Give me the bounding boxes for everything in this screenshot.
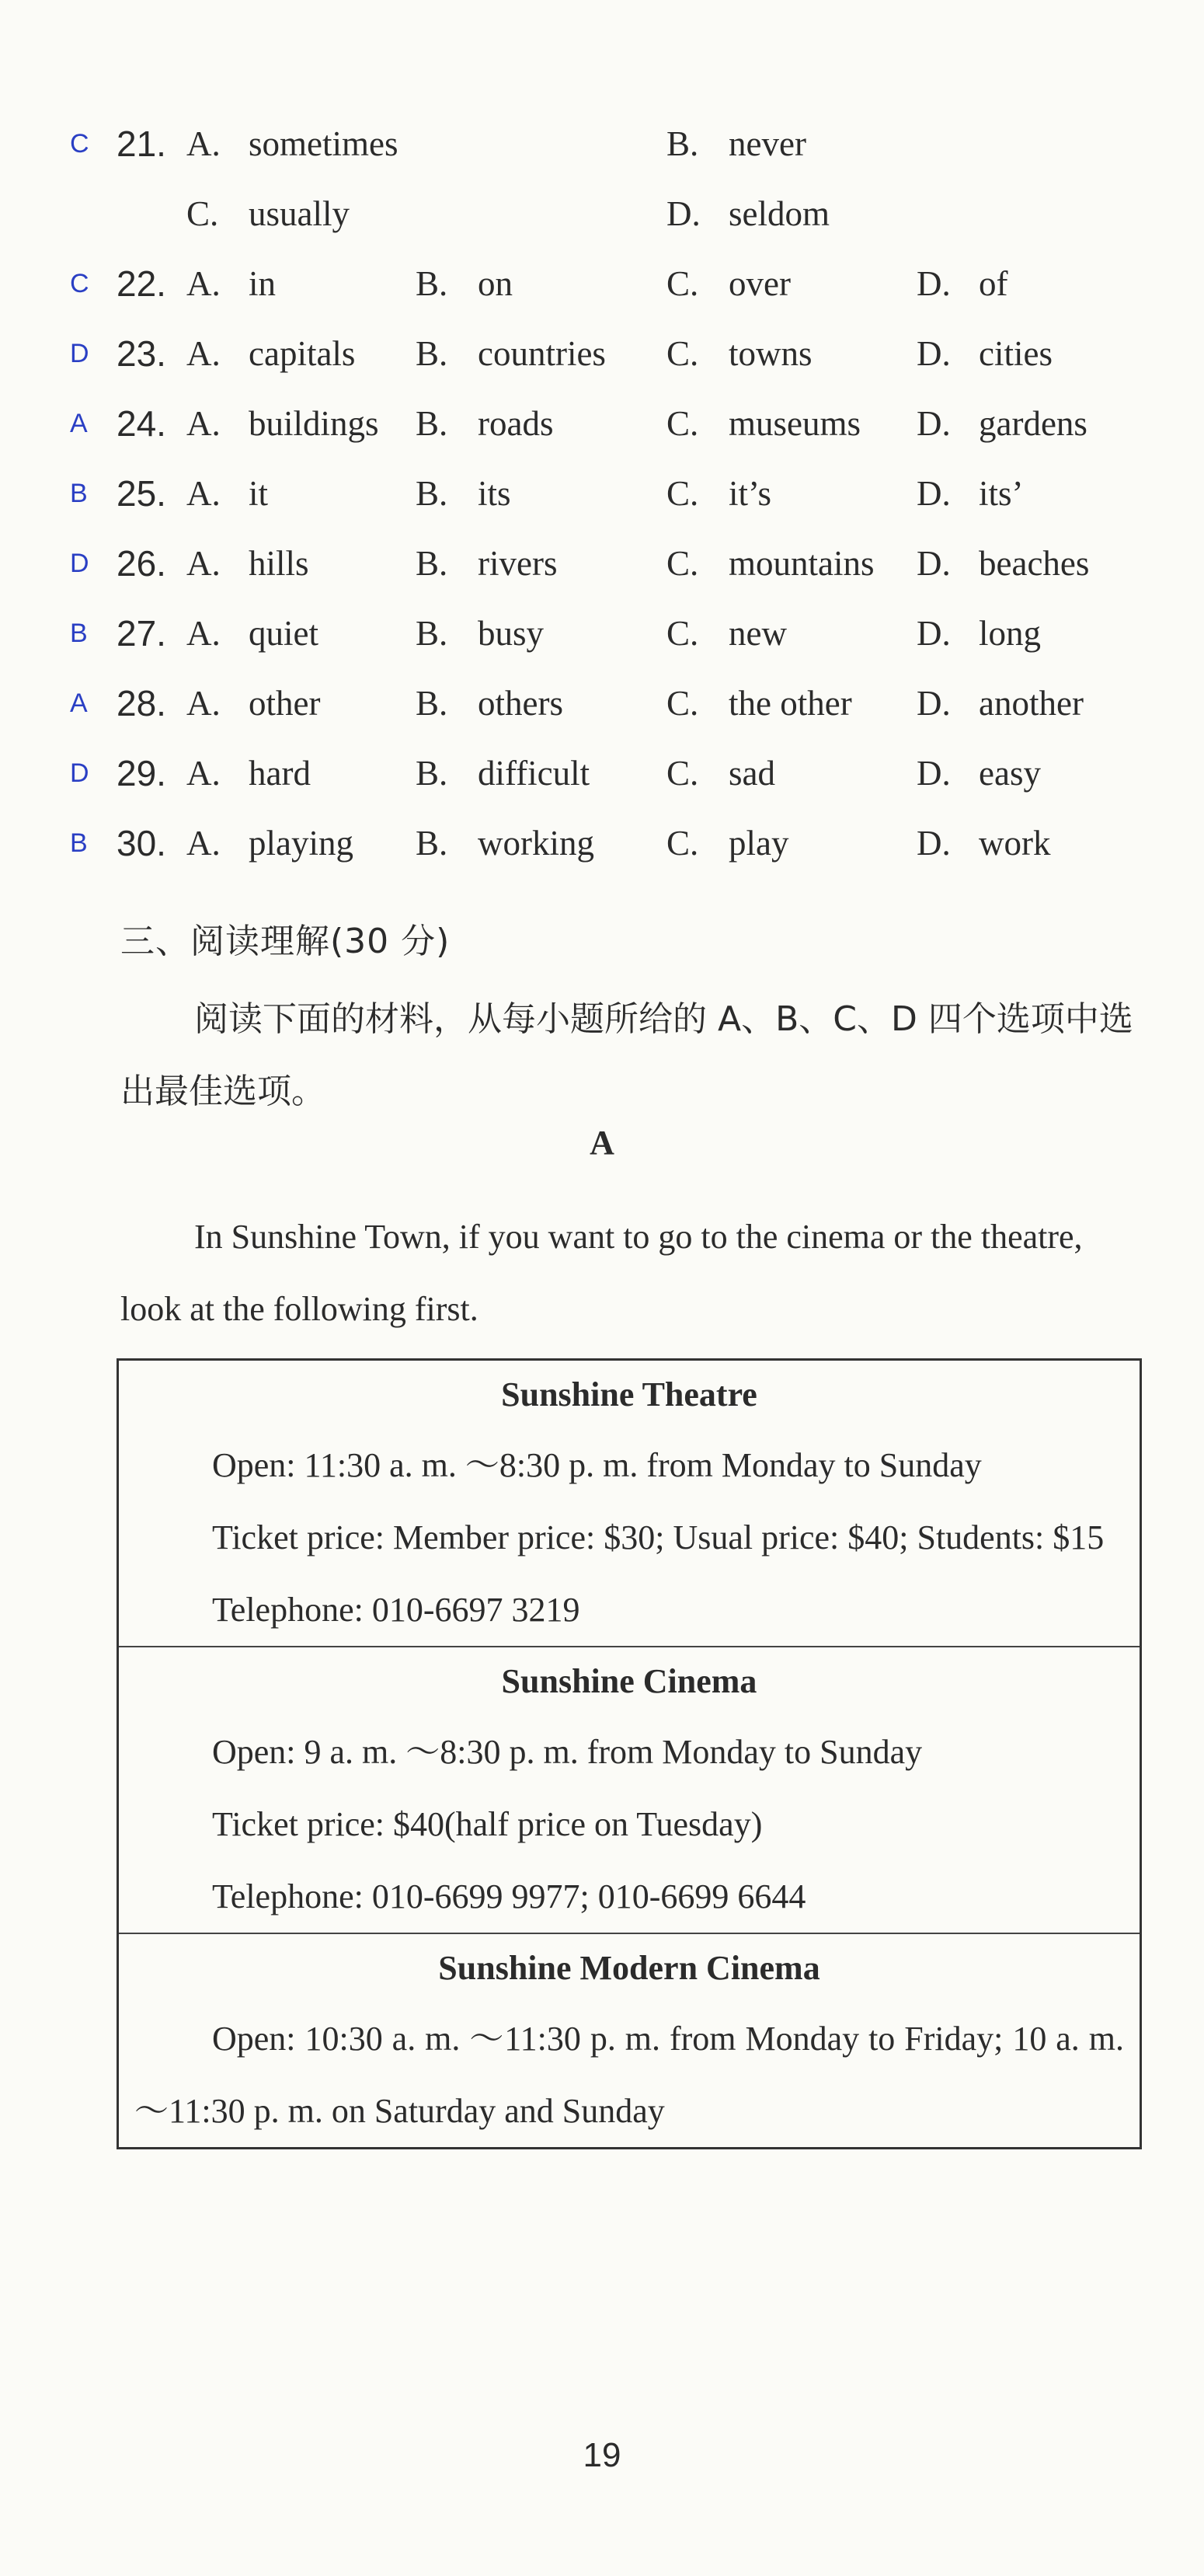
option-text: hard	[249, 754, 311, 793]
option-text: buildings	[249, 404, 379, 443]
venue-name: Sunshine Modern Cinema	[438, 1949, 820, 1987]
option-letter: A.	[186, 544, 221, 583]
venue-ticket-price: Ticket price: $40(half price on Tuesday)	[212, 1805, 763, 1843]
venue-telephone: Telephone: 010-6699 9977; 010-6699 6644	[212, 1877, 806, 1915]
option-letter: C.	[666, 684, 699, 723]
option-a	[186, 598, 318, 668]
option-text: beaches	[979, 544, 1090, 583]
option-b	[416, 319, 606, 389]
option-text: play	[729, 824, 789, 863]
venue-open-hours: Open: 11:30 a. m. ～8:30 p. m. from Monday to Sunday	[212, 1446, 982, 1484]
option-letter: C.	[666, 544, 699, 583]
option-a	[186, 109, 398, 179]
option-letter: A.	[186, 264, 221, 303]
question-row	[0, 528, 1204, 598]
option-text: in	[249, 264, 277, 303]
option-letter: B.	[416, 684, 448, 723]
option-letter: B.	[416, 754, 448, 793]
option-text: never	[729, 124, 806, 163]
option-c	[666, 389, 861, 458]
option-text: the other	[729, 684, 852, 723]
option-c	[666, 458, 771, 528]
option-d	[917, 319, 1053, 389]
option-c	[186, 179, 350, 249]
option-letter: A.	[186, 824, 221, 863]
option-text: quiet	[249, 614, 318, 653]
passage-intro: In Sunshine Town, if you want to go to the cinema or the theatre, look at the following first.	[120, 1218, 1083, 1328]
answer-key: C	[70, 269, 89, 298]
option-text: its’	[979, 474, 1024, 513]
option-b	[416, 598, 544, 668]
venue-open-hours: Open: 10:30 a. m. ～11:30 p. m. from Monday to Friday; 10 a. m. ～11:30 p. m. on Saturday and Sunday	[134, 2020, 1124, 2130]
option-d	[917, 528, 1089, 598]
venue-name: Sunshine Cinema	[501, 1662, 757, 1700]
question-row-continued	[0, 179, 1204, 249]
section-title: 三、阅读理解(30 分)	[120, 922, 451, 961]
option-letter: B.	[666, 124, 699, 163]
answer-key: C	[70, 129, 89, 159]
option-letter: D.	[917, 754, 951, 793]
option-text: seldom	[729, 194, 830, 233]
option-c	[666, 738, 775, 808]
question-number: 25.	[117, 473, 166, 514]
question-row	[0, 598, 1204, 668]
option-letter: D.	[666, 194, 701, 233]
option-text: working	[478, 824, 594, 863]
reading-instruction: 阅读下面的材料，从每小题所给的 A、B、C、D 四个选项中选出最佳选项。	[120, 999, 1133, 1111]
option-b	[416, 808, 594, 878]
venue-block-theatre	[119, 1361, 1140, 1647]
option-letter: A.	[186, 684, 221, 723]
option-b	[416, 389, 553, 458]
option-letter: B.	[416, 404, 448, 443]
option-letter: A.	[186, 334, 221, 373]
option-c	[666, 808, 788, 878]
question-number: 22.	[117, 263, 166, 304]
option-text: roads	[478, 404, 554, 443]
answer-key: D	[70, 549, 89, 578]
question-row	[0, 738, 1204, 808]
option-text: countries	[478, 334, 606, 373]
venue-name: Sunshine Theatre	[501, 1375, 757, 1413]
option-b	[416, 528, 557, 598]
option-b	[416, 458, 511, 528]
option-text: usually	[249, 194, 350, 233]
answer-key: A	[70, 409, 88, 438]
option-b	[416, 249, 513, 319]
option-text: museums	[729, 404, 861, 443]
option-letter: A.	[186, 124, 221, 163]
option-a	[186, 668, 320, 738]
venue-block-modern-cinema	[119, 1934, 1140, 2147]
question-row	[0, 319, 1204, 389]
answer-key: B	[70, 828, 88, 858]
option-text: busy	[478, 614, 545, 653]
option-a	[186, 249, 276, 319]
option-c	[666, 528, 875, 598]
option-text: sad	[729, 754, 775, 793]
option-letter: C.	[666, 614, 699, 653]
option-letter: C.	[186, 194, 219, 233]
option-letter: B.	[416, 474, 448, 513]
option-text: it’s	[729, 474, 772, 513]
option-text: over	[729, 264, 791, 303]
option-letter: C.	[666, 264, 699, 303]
option-d	[666, 179, 830, 249]
option-text: hills	[249, 544, 309, 583]
option-letter: B.	[416, 824, 448, 863]
venue-block-cinema	[119, 1647, 1140, 1934]
option-a	[186, 808, 353, 878]
option-b	[416, 738, 590, 808]
question-number: 29.	[117, 753, 166, 793]
answer-key: B	[70, 479, 88, 508]
answer-key: D	[70, 339, 89, 368]
option-letter: A.	[186, 404, 221, 443]
question-number: 30.	[117, 823, 166, 863]
option-text: mountains	[729, 544, 875, 583]
option-a	[186, 738, 311, 808]
option-letter: C.	[666, 474, 699, 513]
option-text: sometimes	[249, 124, 398, 163]
answer-key: A	[70, 688, 88, 718]
page-number: 19	[583, 2436, 621, 2474]
option-letter: A.	[186, 474, 221, 513]
venue-open-hours: Open: 9 a. m. ～8:30 p. m. from Monday to Sunday	[212, 1733, 923, 1771]
question-row	[0, 249, 1204, 319]
venue-ticket-price: Ticket price: Member price: $30; Usual price: $40; Students: $15	[212, 1518, 1105, 1556]
option-c	[666, 598, 787, 668]
question-row	[0, 389, 1204, 458]
option-letter: B.	[416, 264, 448, 303]
option-d	[917, 249, 1008, 319]
option-text: of	[979, 264, 1008, 303]
question-number: 24.	[117, 403, 166, 444]
answer-key: D	[70, 758, 89, 788]
option-letter: D.	[917, 684, 951, 723]
option-letter: C.	[666, 824, 699, 863]
option-text: new	[729, 614, 787, 653]
option-letter: D.	[917, 334, 951, 373]
option-c	[666, 249, 791, 319]
option-text: cities	[979, 334, 1053, 373]
question-number: 27.	[117, 613, 166, 654]
option-letter: D.	[917, 824, 951, 863]
option-letter: A.	[186, 614, 221, 653]
question-row	[0, 458, 1204, 528]
option-letter: C.	[666, 404, 699, 443]
option-d	[917, 808, 1050, 878]
option-text: work	[979, 824, 1051, 863]
question-number: 21.	[117, 124, 166, 164]
question-row	[0, 109, 1204, 179]
answer-key: B	[70, 619, 88, 648]
option-text: difficult	[478, 754, 590, 793]
option-d	[917, 389, 1087, 458]
option-letter: B.	[416, 544, 448, 583]
passage-label: A	[590, 1124, 614, 1162]
option-text: easy	[979, 754, 1041, 793]
option-letter: D.	[917, 474, 951, 513]
question-number: 28.	[117, 683, 166, 723]
question-row	[0, 808, 1204, 878]
option-letter: B.	[416, 614, 448, 653]
option-text: towns	[729, 334, 813, 373]
option-text: gardens	[979, 404, 1087, 443]
option-letter: D.	[917, 404, 951, 443]
option-c	[666, 668, 852, 738]
option-letter: D.	[917, 264, 951, 303]
option-letter: C.	[666, 334, 699, 373]
option-letter: A.	[186, 754, 221, 793]
option-text: rivers	[478, 544, 558, 583]
option-letter: D.	[917, 544, 951, 583]
option-text: on	[478, 264, 513, 303]
option-a	[186, 528, 309, 598]
option-d	[917, 738, 1041, 808]
option-text: others	[478, 684, 563, 723]
option-text: its	[478, 474, 511, 513]
option-c	[666, 319, 813, 389]
option-d	[917, 668, 1084, 738]
option-letter: C.	[666, 754, 699, 793]
option-a	[186, 319, 355, 389]
option-text: it	[249, 474, 269, 513]
option-d	[917, 458, 1024, 528]
option-text: long	[979, 614, 1042, 653]
option-letter: B.	[416, 334, 448, 373]
question-row	[0, 668, 1204, 738]
option-d	[917, 598, 1041, 668]
option-b	[416, 668, 563, 738]
option-a	[186, 389, 379, 458]
question-number: 23.	[117, 333, 166, 374]
option-text: other	[249, 684, 321, 723]
venue-info-table	[117, 1358, 1142, 2149]
option-b	[666, 109, 806, 179]
option-text: another	[979, 684, 1084, 723]
option-text: capitals	[249, 334, 356, 373]
option-text: playing	[249, 824, 353, 863]
option-letter: D.	[917, 614, 951, 653]
venue-telephone: Telephone: 010-6697 3219	[212, 1591, 580, 1629]
question-number: 26.	[117, 543, 166, 584]
option-a	[186, 458, 268, 528]
